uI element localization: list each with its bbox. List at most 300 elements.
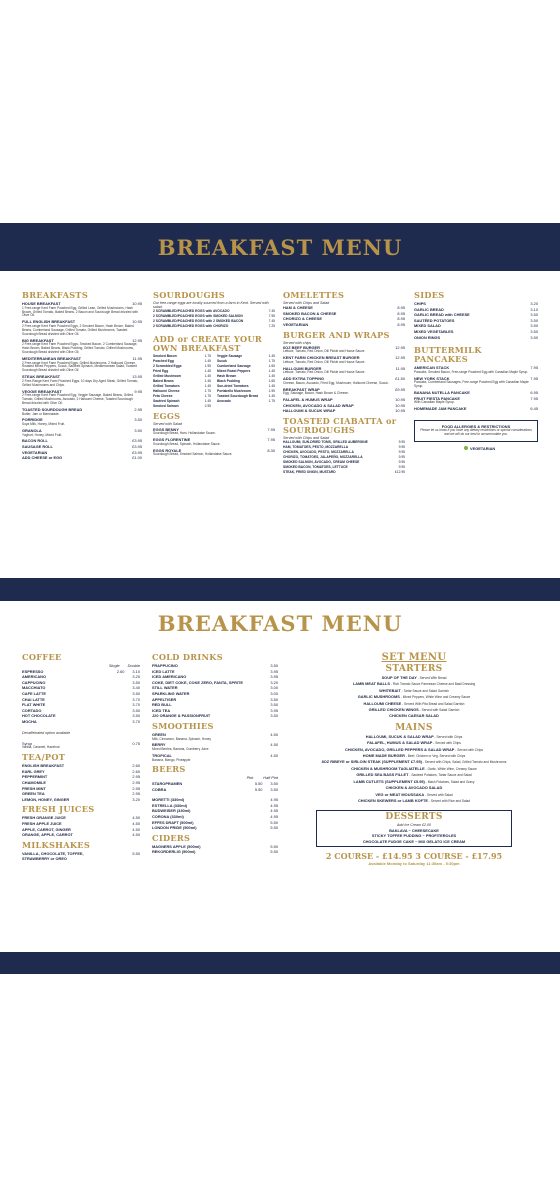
item-price: 3.20: [530, 301, 538, 306]
item-price: 4.95: [270, 808, 278, 814]
sourdoughs-column: [153, 288, 275, 458]
item-name: CORTADO: [22, 707, 42, 713]
ciabatta-list: [283, 440, 405, 475]
set-item-name: HOME MADE BURGER: [362, 753, 405, 759]
item-name: Smoked Bacon: [153, 354, 177, 359]
item-price: 4.50: [132, 820, 140, 826]
menu-item: [152, 825, 278, 831]
item-price: 1.45: [268, 384, 275, 389]
item-price: 7.95: [530, 375, 538, 381]
item-price: 11.95: [132, 355, 142, 361]
item-desc: Lettuce, Tomato, Red Onion, Dill Pickle and House Sauce.: [283, 370, 366, 375]
item-name: BANANA NUTELLA PANCAKE: [414, 390, 470, 396]
coffee-heading: COFFEE: [22, 652, 62, 662]
item-desc: Sourdough Bread, Ham, Hollandaise Sauce.: [153, 431, 216, 436]
item-price: 10.95: [132, 301, 142, 306]
item-name: MIXED SALAD: [414, 323, 441, 329]
item-price: 4.50: [270, 752, 278, 758]
item-name: ICED TEA: [152, 707, 171, 713]
item-price: 1.45: [204, 359, 211, 364]
item-price-2: 3.10: [132, 668, 140, 674]
item-price: 1.45: [268, 394, 275, 399]
menu-item: [414, 406, 538, 412]
item-price: 11.95: [395, 365, 405, 371]
item-price: 2.60: [132, 768, 140, 774]
item-price: 9.95: [398, 450, 405, 455]
item-price: 1.45: [204, 384, 211, 389]
item-price: £12.95: [394, 470, 405, 475]
item-name: MORETTI (330ml): [152, 797, 185, 803]
set-item-desc: - Rich Tomato Sauce Parmesan Cheese and Basil Dressing: [389, 682, 476, 687]
pancakes-heading: BUTTERMILK PANCAKES: [414, 345, 482, 365]
eggs-heading: EGGS: [153, 411, 181, 422]
item-price: 3.95: [270, 668, 278, 674]
set-item-name: CHICKEN, AVOCADO, GRILLED PEPPERS & SALAD WRAP: [345, 746, 455, 752]
ciabatta-sub: Served with Chips and Salad: [283, 436, 330, 441]
item-price: 3.50: [270, 663, 278, 668]
item-price: 1.45: [204, 369, 211, 374]
milkshake-item: [22, 851, 140, 862]
item-price-2: 3.40: [132, 685, 140, 691]
item-name: 2 SCRAMBLED/POACHED EGGS with AVOCADO: [153, 309, 230, 314]
item-name: EGGS ROYALE: [153, 447, 182, 453]
item-price: 3.50: [270, 696, 278, 702]
item-price: £3.95: [132, 444, 142, 450]
item-name: ICED AMERICANO: [152, 674, 187, 680]
set-item-name: HALLOUMI CHEESE: [363, 700, 402, 706]
set-item-desc: - Served With Pita Bread and Salad Garnish: [401, 701, 465, 706]
menu-item: [22, 797, 140, 803]
item-name: BUDWEISER (330ml): [152, 808, 191, 814]
juices-heading: FRESH JUICES: [22, 804, 95, 815]
set-item-desc: - Sauteed Potatoes, Tartar Sauce and Salad: [408, 773, 472, 778]
item-price: 1.45: [204, 399, 211, 404]
item-name: CORONA (330ml): [152, 814, 184, 819]
menu-item: [414, 335, 538, 341]
set-item-name: SOUP OF THE DAY: [381, 675, 417, 680]
item-name: Smoked Salmon: [153, 404, 179, 409]
item-name: REKORDERLIG (500ml): [152, 849, 196, 855]
item-price: 1.45: [268, 354, 275, 359]
milkshake-name: VANILLA, CHOCOLATE, TOFFEE, STRAWBERRY or OREO: [22, 850, 84, 862]
item-desc: Pancake, Cumberland Sausages, Free-range Poached Egg with Canadian Maple Syrup.: [414, 380, 529, 389]
item-name: BACON ROLL: [22, 438, 48, 444]
juices-list: [22, 815, 140, 837]
menu-item: [217, 399, 275, 404]
item-name: FRESH APPLE JUICE: [22, 820, 62, 826]
item-name: J20 ORANGE & PASSIONFRUIT: [152, 713, 211, 719]
item-name: CHICKEN, AVOCADO, PESTO, MOZZARELLA: [283, 450, 354, 455]
menu-item: [283, 322, 405, 328]
item-name: ORANGE, APPLE, CARROT: [22, 832, 73, 838]
item-price: 5.50: [270, 849, 278, 855]
set-item-name: WHITEBAIT: [379, 687, 401, 693]
item-name: FULL ENGLISH BREAKFAST: [22, 319, 76, 325]
beers-col-half: Half Pint: [263, 775, 278, 781]
item-name: ONION RINGS: [414, 334, 441, 340]
sides-list: [414, 301, 538, 340]
starters-list: [288, 675, 540, 720]
addcreate-heading: ADD or CREATE YOUR OWN BREAKFAST: [153, 334, 262, 354]
item-desc: 2 Free-range Kent Farm Poached Eggs, Grilled Mushrooms, 2 Halloumi Cheese, Roasted Mixed Peppers, Sucuk, Sauteed Spinach, Mediterranean Salad, Toasted Sourdough Bread drizzled with Olive Oil.: [22, 360, 137, 373]
syrup-price: 0.75: [132, 740, 140, 746]
eggs-sub: Served with Salad: [153, 422, 182, 427]
item-price: 9.95: [398, 465, 405, 470]
item-desc: Lettuce, Tomato, Red Onion, Dill Pickle and House Sauce.: [283, 349, 366, 354]
item-name: PEPPERMINT: [22, 774, 48, 780]
item-price: 4.95: [270, 802, 278, 808]
set-item-name: HALLOUMI, SUCUK & SALAD WRAP: [365, 733, 434, 739]
tea-heading: TEA/POT: [22, 752, 66, 763]
dessert-item: CHOCOLATE FUDGE CAKE ~ MIX GELATO ICE CREAM: [362, 838, 466, 844]
item-name: GARLIC BREAD with CHEESE: [414, 312, 470, 318]
item-price: 7.95: [268, 314, 275, 319]
item-name: TOASTED SOURDOUGH BREAD: [22, 406, 83, 412]
item-price: 8.95: [397, 305, 405, 311]
item-price: 3.50: [530, 312, 538, 318]
sourdoughs-list: [153, 309, 275, 329]
item-price: 4.50: [132, 832, 140, 838]
dessert-item: STICKY TOFFEE PUDDING ~ PROFITEROLES: [371, 833, 457, 839]
set-item-desc: - Served with Chips: [432, 741, 461, 746]
panel2-title: BREAKFAST MENU: [0, 601, 560, 647]
item-name: AMERICANO: [22, 674, 46, 680]
set-item-name: LAMB MEAT BALLS: [352, 681, 390, 687]
item-price: 12.95: [395, 344, 405, 350]
item-desc: Lettuce, Tomato, Red Onion, Dill Pickle and House Sauce.: [283, 359, 366, 364]
ciabatta-heading: TOASTED CIABATTA or SOURDOUGHS: [283, 416, 397, 436]
item-name: STEAK BREAKFAST: [22, 374, 61, 380]
item-name: SMOKED BACON & CHEESE: [283, 310, 337, 316]
vegetarian-legend-label: VEGETARIAN: [470, 446, 496, 452]
item-price-2: 3.20: [132, 674, 140, 680]
beers-col-pint: Pint: [246, 775, 254, 781]
item-name: GREEN: [152, 731, 166, 737]
item-name: HALLOUMI, SUN-DRIED TOMS, GRILLED AUBERGINE: [283, 440, 368, 445]
item-desc: Sourdough Bread, Smoked Salmon, Hollandaise Sauce.: [153, 452, 233, 457]
item-price: 1.75: [268, 359, 275, 364]
item-name: HOMEMADE JAM PANCAKE: [414, 406, 467, 412]
milkshake-price: 5.50: [132, 850, 140, 856]
desserts-heading: DESSERTS: [385, 812, 443, 823]
set-item-desc: - Served with Salad: [424, 792, 453, 797]
item-price: 8.95: [397, 316, 405, 322]
item-price: £9.95: [395, 386, 405, 392]
dessert-item: BAKLAVA ~ CHEESECAKE: [389, 827, 439, 833]
item-name: AMERICAN STACK: [414, 365, 450, 371]
burger-list: [283, 345, 405, 414]
allergy-box: [414, 420, 538, 442]
item-price: 7.95: [267, 437, 275, 443]
item-name: EGGS FLORENTINE: [153, 437, 191, 443]
item-price: 3.50: [530, 328, 538, 334]
item-price: 10.95: [132, 319, 142, 325]
item-name: EARL GREY: [22, 768, 45, 774]
item-price: 10.95: [395, 402, 405, 408]
decaf-note: Decaffeinated option available: [22, 730, 71, 735]
item-price: 7.45: [268, 319, 275, 324]
item-price: 1.45: [204, 379, 211, 384]
set-item-name: FALAFEL, HUMUS & SALAD WRAP: [367, 740, 433, 746]
item-name: Feta Cheese: [153, 394, 173, 399]
item-price: 1.45: [268, 374, 275, 379]
item-price: 1.75: [204, 389, 211, 394]
set-item-desc: - Garlic, White Wine, Creamy Sauce: [424, 766, 477, 771]
item-price: 2.95: [132, 791, 140, 797]
item-name: ENGLISH BREAKFAST: [22, 763, 65, 769]
item-price: 3.20: [270, 679, 278, 685]
menu-item: [283, 408, 405, 414]
item-desc: With Canadian Maple Syrup.: [414, 400, 455, 405]
item-name: TROPICAL: [152, 752, 172, 758]
item-price-1: 2.60: [116, 668, 125, 674]
item-price: 7.95: [267, 426, 275, 432]
sourdoughs-heading: SOURDOUGHS: [153, 290, 226, 300]
item-price: 1.95: [204, 364, 211, 369]
set-item-name: LAMB CUTLETS (SUPPLEMENT £5.95): [353, 778, 425, 784]
set-item-name: VEG or MEAT MOUSSAKA: [375, 791, 425, 797]
set-item-desc: - Served with Salad Garnish: [418, 708, 460, 713]
item-price: 7.45: [268, 309, 275, 314]
item-price: 4.50: [132, 815, 140, 821]
item-name: VEGETARIAN: [22, 449, 48, 455]
item-price: 4.95: [270, 797, 278, 803]
item-price-2: 3.70: [132, 718, 140, 724]
set-item-name: CHICKEN CAESAR SALAD: [389, 713, 439, 719]
item-price: 1.75: [204, 394, 211, 399]
set-item-name: GARLIC MUSHROOMS: [357, 694, 400, 700]
set-item-name: GRILLED SEA BASS FILLET: [356, 772, 409, 778]
syrup-name: Syrup: [22, 740, 33, 746]
item-name: HALLOUMI BURGER: [283, 365, 322, 371]
item-desc: Yoghurt, Honey, Mixed Fruit.: [22, 432, 63, 437]
item-price: 3.95: [270, 674, 278, 680]
addcreate-left: [153, 354, 211, 409]
omelettes-list: [283, 305, 405, 327]
item-name: Cumberland Sausage: [217, 364, 251, 369]
item-name: CHAMOMILE: [22, 780, 46, 786]
item-price-2: 3.70: [132, 702, 140, 708]
course-prices: 2 COURSE - £14.95 3 COURSE - £17.95: [325, 851, 503, 862]
set-item-name: 8OZ RIBEYE or SIRLOIN STEAK (SUPPLEMENT £7.95): [321, 759, 422, 765]
desserts-list: [319, 828, 509, 845]
item-price-2: 3.70: [132, 696, 140, 702]
item-name: 2 SCRAMBLED/POACHED EGGS with SMOKED SALMON: [153, 314, 243, 319]
item-name: FRUIT FIESTA PANCAKE: [414, 395, 460, 401]
item-price: 2.60: [132, 763, 140, 769]
item-price: 5.50: [270, 825, 278, 831]
item-price: 6.95: [530, 390, 538, 396]
item-price-1: 5.50: [254, 786, 263, 792]
cold-drinks-list: [152, 663, 278, 719]
milkshakes-heading: MILKSHAKES: [22, 839, 91, 850]
item-price: 13.95: [132, 374, 142, 380]
item-price: 8.95: [397, 321, 405, 327]
item-price: 2.95: [204, 404, 211, 409]
item-price: 3.50: [530, 334, 538, 340]
item-name: Sucuk: [217, 359, 227, 364]
item-price: 3.20: [132, 796, 140, 802]
item-price-1: 5.50: [254, 781, 263, 787]
item-name: MAGNERS APPLE (500ml): [152, 843, 201, 849]
item-price: 2.95: [134, 406, 142, 412]
item-price: 10.95: [395, 408, 405, 414]
smoothies-list: [152, 732, 278, 763]
item-name: MOCHA: [22, 718, 37, 724]
item-name: MIXED VEGETABLES: [414, 328, 454, 334]
item-prices: [124, 719, 140, 725]
item-desc: 1 Free-range Kent Farm Poached Egg, Grilled Lean, Grilled Mushrooms, Hash Brown, Grilled Tomato, Baked Beans, 2 Bacon and Sourdough Bread drizzled with Olive Oil.: [22, 305, 138, 318]
item-name: Hash Brown: [217, 374, 237, 379]
breakfasts-heading: BREAKFASTS: [22, 290, 89, 300]
item-name: Portabello Mushroom: [217, 389, 251, 394]
item-name: CAPPUCINO: [22, 679, 46, 685]
menu-item: [153, 404, 211, 409]
set-menu-item: [288, 713, 540, 719]
item-price: 4.50: [270, 731, 278, 737]
item-name: NEW YORK STACK: [414, 375, 450, 381]
set-item-desc: - Beef, Chicken or Veg. Served with Chips: [404, 754, 466, 759]
item-name: ESPRESSO: [22, 668, 44, 674]
item-name: FLAT WHITE: [22, 702, 46, 708]
set-item-desc: - Served with Chips: [433, 734, 463, 739]
item-name: CHAI LATTE: [22, 696, 45, 702]
ciders-list: [152, 844, 278, 855]
syrup-desc: Vanilla, Caramel, Hazelnut: [22, 745, 60, 750]
item-price: 7.25: [268, 324, 275, 329]
set-menu-heading: SET MENU: [381, 652, 447, 663]
item-name: ADD CHEESE or EGG: [22, 455, 63, 461]
item-desc: Soya Milk, Honey, Mixed Fruit.: [22, 422, 65, 427]
item-name: CHORIZO & CHEESE: [283, 316, 322, 322]
item-name: CHICKEN, AVOCADO & SALAD WRAP: [283, 402, 354, 408]
mains-list: [288, 734, 540, 804]
item-price: £3.95: [132, 438, 142, 444]
item-name: GRANOLA: [22, 427, 42, 433]
item-desc: 2 Free-Range Kent Farm Poached Eggs, 10 days Dry Aged Steak, Grilled Tomato, Grilled Mushrooms and Chips.: [22, 378, 139, 387]
item-name: FRESH ORANGE JUICE: [22, 815, 66, 821]
breakfasts-list: [22, 301, 142, 461]
eggs-list: [153, 427, 275, 458]
menu-item: [152, 849, 278, 855]
cold-drinks-heading: COLD DRINKS: [152, 652, 223, 662]
item-price: 4.50: [132, 826, 140, 832]
item-price: 9.95: [398, 440, 405, 445]
vegetarian-legend: [464, 446, 538, 452]
item-desc: 2 Free-range Kent Farm Poached Egg, Veggie Sausage, Baked Beans, Grilled Tomato, Grilled Mushrooms, Avocado, 2 Halloumi Cheese, Toasted Sourdough Bread drizzled with Olive Oil.: [22, 393, 133, 406]
item-price: £1.50: [395, 376, 405, 382]
panel2-bottom-band: [0, 952, 560, 974]
item-price: £3.95: [132, 449, 142, 455]
item-name: FALAFEL & HUMUS WRAP: [283, 397, 333, 403]
set-menu-item: [288, 798, 540, 804]
item-price: 7.95: [530, 395, 538, 401]
item-price-2: 3.50: [270, 786, 278, 792]
set-item-desc: - Mixed Peppers, White Wine and Creamy Sauce: [399, 695, 471, 700]
item-name: Black Pudding: [217, 379, 240, 384]
beers-list: [152, 781, 278, 792]
smoothies-heading: SMOOTHIES: [152, 720, 214, 731]
coffee-list: [22, 669, 140, 725]
item-name: Avocado: [217, 399, 231, 404]
sides-heading: SIDES: [414, 290, 445, 300]
item-name: LONDON PRIDE (500ml): [152, 825, 197, 831]
item-name: HAM & CHEESE: [283, 305, 313, 311]
item-name: SMOKED SALMON, AVOCADO, CREAM CHEESE: [283, 460, 360, 465]
item-name: Baked Beans: [153, 379, 174, 384]
set-item-desc: - Served with Rice and Salad: [428, 798, 471, 803]
item-name: 2 SCRAMBLED/POACHED EGGS with 2 SMOKED BACON: [153, 319, 244, 324]
item-desc: Milk, Cinnamon, Banana, Spinach, Honey: [152, 736, 212, 741]
item-price: 12.95: [132, 337, 142, 343]
item-name: HOT CHOCOLATE: [22, 713, 56, 719]
allergy-text: Please let us know if you have any dietary restrictions or special considerations and we will do our best to accommodate you.: [420, 428, 532, 437]
item-name: FRAPPUCINO: [152, 663, 178, 668]
burger-sub: Served with chips: [283, 340, 312, 345]
menu-item: [152, 713, 278, 719]
item-price: 8.95: [397, 310, 405, 316]
item-price: 4.95: [270, 814, 278, 819]
set-menu-column: [288, 650, 540, 866]
item-name: STEAK, FRIED ONION, MUSTARD: [283, 470, 336, 475]
set-item-desc: - Served With Bread: [416, 676, 447, 680]
item-name: HALLOUMI & SUCUK WRAP: [283, 408, 336, 414]
item-name: STAROPRAMEN: [152, 781, 183, 787]
item-price: 3.00: [270, 685, 278, 691]
item-name: 2 Scrambled Eggs: [153, 364, 182, 369]
item-desc: 2 Free-range Kent Farm Poached Eggs, Smoked Bacon, 2 Cumberland Sausage, Hash Brown, Baked Beans, Black Pudding, Grilled Tomato, Grilled Mushrooms, Sourdough Bread drizzled with Olive Oil.: [22, 342, 138, 355]
item-price: 9.95: [398, 455, 405, 460]
item-name: 6OZ BEEF BURGER: [283, 344, 320, 350]
item-name: VEGETARIAN: [283, 321, 309, 327]
item-name: CHIPS: [414, 301, 426, 306]
starters-heading: STARTERS: [385, 664, 443, 674]
item-desc: Banana, Mango, Pineapple: [152, 757, 191, 762]
item-price: 3.50: [270, 713, 278, 719]
item-desc: Sourdough Bread, Spinach, Hollandaise Sauce.: [153, 441, 221, 446]
availability: Available Monday to Saturday 11:30am - 5:30pm: [368, 861, 460, 867]
burger-heading: BURGER AND WRAPS: [283, 329, 390, 340]
item-price: 3.50: [530, 323, 538, 329]
item-price: 6.45: [530, 406, 538, 412]
item-name: Halloumi Cheese: [153, 389, 180, 394]
tea-list: [22, 763, 140, 802]
bottles-list: [152, 797, 278, 831]
item-name: GREEN TEA: [22, 791, 45, 797]
set-item-name: CHICKEN & AVOCADO SALAD: [385, 785, 443, 791]
item-name: ADD EXTRA TOPPING: [283, 376, 325, 382]
item-price: 5.50: [270, 819, 278, 825]
coffee-column: [22, 650, 140, 862]
item-desc: Butter, Jam or Marmalade.: [22, 411, 60, 416]
item-price: 3.95: [270, 707, 278, 713]
item-price: 9.95: [134, 388, 142, 394]
item-name: Sautéed Spinach: [153, 399, 180, 404]
item-name: EGGS BENNY: [153, 426, 179, 432]
item-price: 8.30: [267, 447, 275, 453]
item-price: 3.50: [134, 427, 142, 433]
item-name: HAM, TOMATOES, PESTO, MOZZARELLA: [283, 445, 349, 450]
item-price: 1.75: [268, 399, 275, 404]
item-name: Grilled Tomatoes: [153, 384, 180, 389]
item-name: CHORIZO, TOMATOES, JALAPEÑO, MOZZARELLA: [283, 455, 363, 460]
set-item-name: CHICKEN & MUSHROOM TAGLIATELLE: [351, 765, 425, 771]
omelettes-sub: Served with Chips and Salad: [283, 301, 330, 305]
item-name: COKE, DIET COKE, COKE ZERO, FANTA, SPRITE: [152, 679, 243, 685]
item-price: 2.95: [132, 774, 140, 780]
item-price: 7.95: [530, 365, 538, 371]
coffee-col-single: Single: [108, 663, 120, 668]
